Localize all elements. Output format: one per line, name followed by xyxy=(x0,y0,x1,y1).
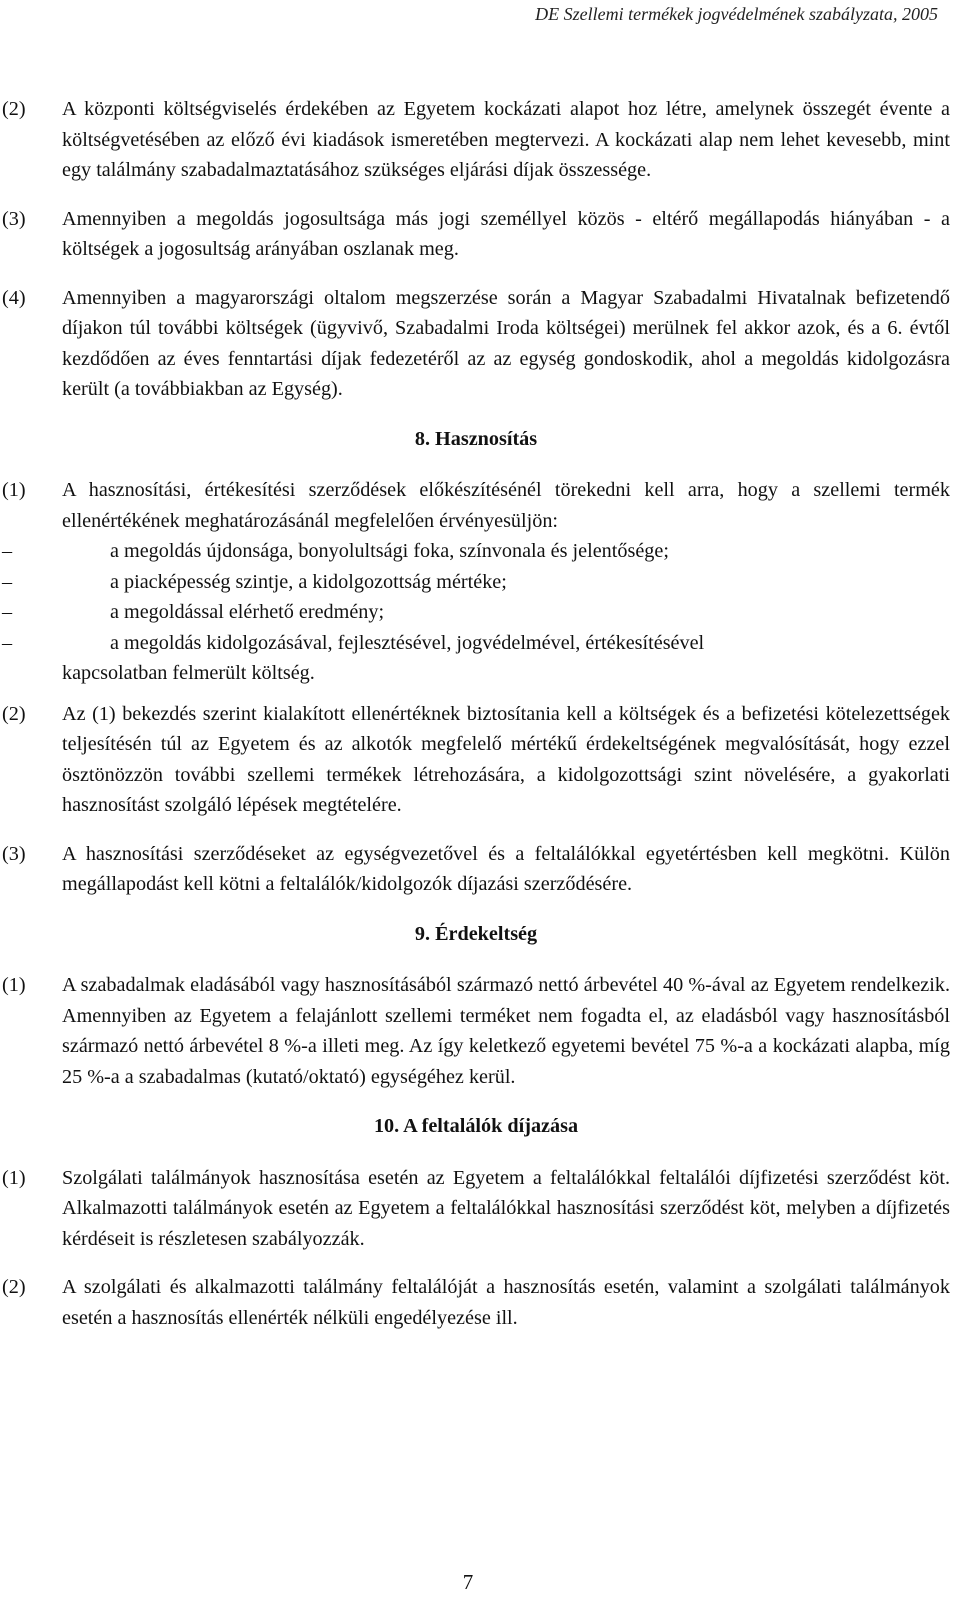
paragraph xyxy=(2,475,950,689)
paragraph-text: Amennyiben a megoldás jogosultsága más jogi személlyel közös - eltérő megállapodás hiányában - a költségek a jogosultság arányában oszlanak meg. xyxy=(62,207,950,260)
section-heading: 8. Hasznosítás xyxy=(414,427,538,450)
list-item-text: a megoldás kidolgozásával, fejlesztésével, jogvédelmével, értékesítésével xyxy=(110,631,705,654)
list-item-text: a megoldás újdonsága, bonyolultsági foka, színvonala és jelentősége; xyxy=(110,540,669,562)
paragraph-body xyxy=(62,283,950,405)
paragraph-text: A szolgálati és alkalmazotti találmány feltalálóját a hasznosítás esetén, valamint a szolgálati találmányok esetén a hasznosítás ellenérték nélküli engedélyezése ill. xyxy=(62,1276,950,1329)
list-item xyxy=(2,597,950,628)
paragraph-text: A központi költségviselés érdekében az Egyetem kockázati alapot hoz létre, amelynek összegét évente a költségvetésében az előző évi kiadások ismeretében megtervezi. A kockázati alap nem lehet kevesebb, mint egy találmány szabadalmaztatásához szükséges eljárási díjak összessége. xyxy=(62,98,950,181)
paragraph-text: A hasznosítási, értékesítési szerződések előkészítésénél törekedni kell arra, hogy a szellemi termék ellenértékének meghatározásánál megfelelően érvényesüljön: xyxy=(62,479,950,532)
paragraph-text: Az (1) bekezdés szerint kialakított ellenértéknek biztosítania kell a költségek és a befizetési kötelezettségek teljesítésén túl az Egyetem és az alkotók megfelelő mértékű érdekeltségének megvalósítását, hogy ezzel ösztönözzön további szellemi termékek létrehozására, a kidolgozottsági szint növelésére, a gyakorlati hasznosítást szolgáló lépések megtételére. xyxy=(62,702,950,816)
list-continuation: kapcsolatban felmerült költség. xyxy=(62,662,315,684)
paragraph-number: (4) xyxy=(2,286,26,309)
dash-bullet-icon: – xyxy=(2,570,13,593)
dash-bullet-icon: – xyxy=(2,540,13,562)
paragraph xyxy=(2,839,950,900)
paragraph-body xyxy=(62,970,950,1092)
section-heading: 10. A feltalálók díjazása xyxy=(373,1115,579,1137)
paragraph-text: A hasznosítási szerződéseket az egységvezetővel és a feltalálókkal egyetértésben kell megkötni. Külön megállapodást kell kötni a feltalálók/kidolgozók díjazási szerződésére. xyxy=(62,842,950,895)
dash-bullet-icon: – xyxy=(2,601,13,623)
paragraph xyxy=(2,1272,950,1333)
paragraph-body xyxy=(62,94,950,186)
paragraph-number: (2) xyxy=(2,98,26,120)
paragraph-number: (2) xyxy=(2,702,26,725)
paragraph-body xyxy=(62,1272,950,1333)
list-item xyxy=(2,536,950,567)
paragraph-body xyxy=(2,475,950,689)
list-item xyxy=(2,628,950,659)
paragraph xyxy=(2,1163,950,1255)
paragraph-body xyxy=(62,839,950,900)
paragraph xyxy=(2,283,950,405)
paragraph-number: (2) xyxy=(2,1276,26,1298)
paragraph-number: (1) xyxy=(2,479,26,501)
list-item-text: a piacképesség szintje, a kidolgozottság mértéke; xyxy=(110,570,507,593)
paragraph-number: (3) xyxy=(2,842,26,865)
paragraph xyxy=(2,204,950,265)
paragraph-text: A szabadalmak eladásából vagy hasznosításából származó nettó árbevétel 40 %-ával az Egyetem rendelkezik. Amennyiben az Egyetem a felajánlott szellemi terméket nem fogadta el, az eladásból vagy hasznosításból származó nettó árbevétel 8 %-a illeti meg. Az így keletkező egyetemi bevétel 75 %-a a kockázati alapba, míg 25 %-a a szabadalmas (kutató/oktató) egységéhez kerül. xyxy=(62,974,950,1088)
section-heading: 9. Érdekeltség xyxy=(414,922,538,945)
paragraph xyxy=(2,970,950,1092)
paragraph xyxy=(2,699,950,821)
paragraph-body xyxy=(62,699,950,821)
paragraph-text: Szolgálati találmányok hasznosítása esetén az Egyetem a feltalálókkal feltalálói díjfizetési szerződést köt. Alkalmazotti találmányok esetén az Egyetem a feltalálókkal hasznosítási szerződést köt, melyben a díjfizetés kérdéseit is részletesen szabályozzák. xyxy=(62,1166,950,1250)
paragraph-number: (1) xyxy=(2,974,26,996)
list-item-text: a megoldással elérhető eredmény; xyxy=(110,601,385,623)
paragraph-body xyxy=(62,1163,950,1255)
paragraph-body xyxy=(62,204,950,265)
paragraph xyxy=(2,94,950,186)
list-item xyxy=(2,567,950,598)
paragraph-text: Amennyiben a magyarországi oltalom megszerzése során a Magyar Szabadalmi Hivatalnak befizetendő díjakon túl további költségek (ügyvivő, Szabadalmi Iroda költségei) merülnek fel akkor azok, és a 6. évtől kezdődően az éves fenntartási díjak fedezetéről az az egység gondoskodik, ahol a megoldás kidolgozásra került (a továbbiakban az Egység). xyxy=(62,286,950,400)
dash-bullet-icon: – xyxy=(2,631,13,654)
page-number: 7 xyxy=(462,1570,474,1594)
criteria-list xyxy=(2,536,950,658)
paragraph-number: (3) xyxy=(2,207,26,230)
paragraph-number: (1) xyxy=(2,1166,26,1189)
document-body xyxy=(2,94,950,1351)
running-header: DE Szellemi termékek jogvédelmének szabályzata, 2005 xyxy=(535,4,938,24)
